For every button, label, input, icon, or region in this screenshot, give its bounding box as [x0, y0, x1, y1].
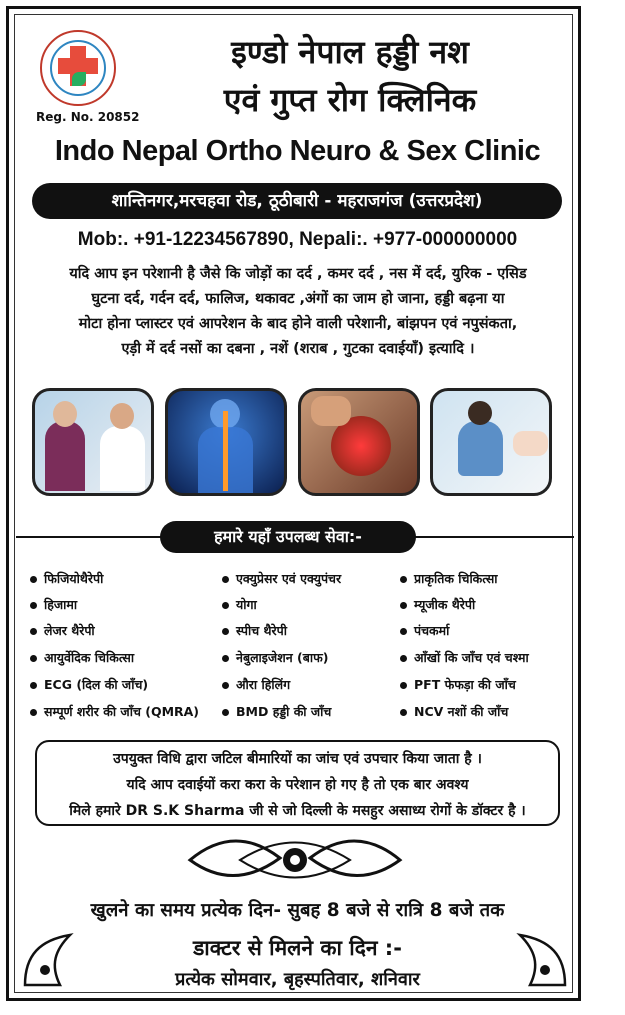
service-item: PFT फेफड़ा की जाँच [400, 676, 516, 693]
doctor-consultation-photo [32, 388, 154, 496]
intro-line: मोटा होना प्लास्टर एवं आपरेशन के बाद होने वाली परेशानी, बांझपन एवं नपुसंकता, [78, 316, 518, 332]
service-item: म्यूजीक थैरेपी [400, 596, 475, 613]
intro-line: घुटना दर्द, गर्दन दर्द, फालिज, थकावट ,अंगों का जाम हो जाना, हड्डी बढ़ना या [91, 291, 505, 307]
address-banner: शान्तिनगर,मरचहवा रोड, ठूठीबारी - महराजगंज (उत्तरप्रदेश) [32, 183, 562, 219]
corner-flourish-icon [20, 920, 90, 990]
service-item: हिजामा [30, 596, 77, 613]
note-line: मिले हमारे DR S.K Sharma जी से जो दिल्ली के मसहुर असाध्य रोगों के डॉक्टर है । [69, 803, 526, 819]
knee-pain-photo [298, 388, 420, 496]
service-item: स्पीच थैरेपी [222, 622, 287, 639]
service-item: औरा हिलिंग [222, 676, 290, 693]
spine-nerves-photo [165, 388, 287, 496]
opening-hours: खुलने का समय प्रत्येक दिन- सुबह 8 बजे से रात्रि 8 बजे तक [90, 900, 505, 921]
service-item: आँखों कि जाँच एवं चश्मा [400, 649, 529, 666]
note-line: यदि आप दवाईयों करा करा के परेशान हो गए है तो एक बार अवश्य [126, 777, 469, 793]
service-item: एक्युप्रेसर एवं एक्युपंचर [222, 570, 341, 587]
title-english: Indo Nepal Ortho Neuro & Sex Clinic [54, 135, 541, 167]
note-line: उपयुक्त विधि द्वारा जटिल बीमारियों का जांच एवं उपचार किया जाता है । [113, 751, 482, 767]
corner-flourish-icon [500, 920, 570, 990]
title-hindi-line2: एवं गुप्त रोग क्लिनिक [223, 81, 477, 119]
services-heading: हमारे यहाँ उपलब्ध सेवा:- [160, 521, 416, 553]
title-hindi-line1: इण्डो नेपाल हड्डी नश [231, 33, 469, 71]
intro-line: यदि आप इन परेशानी है जैसे कि जोड़ों का दर्द , कमर दर्द , नस में दर्द, युरिक - एसिड [69, 266, 527, 282]
service-item: सम्पूर्ण शरीर की जाँच (QMRA) [30, 703, 199, 720]
clinic-logo [40, 30, 116, 106]
service-item: BMD हड्डी की जाँच [222, 703, 331, 720]
intro-line: एड़ी में दर्द नसों का दबना , नशें (शराब , गुटका दवाईयाँ) इत्यादि । [121, 341, 475, 357]
stressed-man-photo [430, 388, 552, 496]
service-item: नेबुलाइजेशन (बाफ) [222, 649, 328, 666]
service-item: योगा [222, 596, 257, 613]
logo-leaf-icon [72, 72, 86, 86]
mobile-numbers: Mob:. +91-12234567890, Nepali:. +977-000000000 [77, 229, 518, 250]
service-item: लेजर थैरेपी [30, 622, 95, 639]
decorative-ornament-icon [180, 830, 410, 890]
service-item: NCV नशों की जाँच [400, 703, 508, 720]
service-item: पंचकर्मा [400, 622, 449, 639]
doctor-visit-label: डाक्टर से मिलने का दिन :- [193, 936, 402, 960]
doctor-note-box [35, 740, 560, 826]
doctor-visit-days: प्रत्येक सोमवार, बृहस्पतिवार, शनिवार [175, 969, 420, 990]
intro-paragraph [28, 262, 568, 362]
service-item: आयुर्वेदिक चिकित्सा [30, 649, 134, 666]
registration-number: Reg. No. 20852 [36, 110, 140, 124]
service-item: प्राकृतिक चिकित्सा [400, 570, 498, 587]
service-item: फिजियोथैरेपी [30, 570, 103, 587]
service-item: ECG (दिल की जाँच) [30, 676, 148, 693]
